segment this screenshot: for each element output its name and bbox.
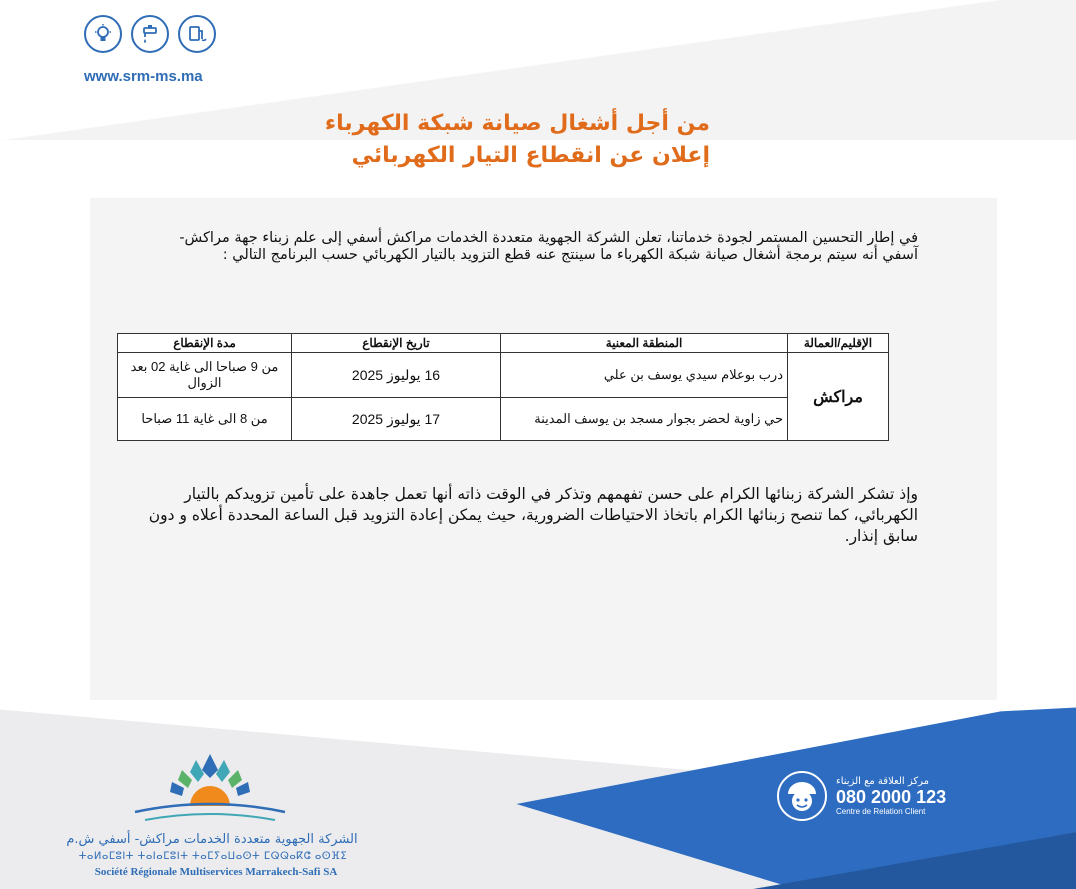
duration-cell: من 8 الى غاية 11 صباحا xyxy=(118,398,292,441)
service-icons xyxy=(84,15,216,53)
intro-paragraph: في إطار التحسين المستمر لجودة خدماتنا، تعلن الشركة الجهوية متعددة الخدمات مراكش أسفي إلى علم زبناء جهة مراكش- آسفي أنه سيتم برمجة أشغال صيانة شبكة الكهرباء ما سينتج عنه قطع التزويد بالتيار الكهربائي حسب البرنامج التالي : xyxy=(179,230,918,263)
client-center-label-fr: Centre de Relation Client xyxy=(836,807,926,816)
lightbulb-icon xyxy=(84,15,122,53)
client-center-label-ar: مركز العلاقة مع الزبناء xyxy=(836,776,930,787)
table-row xyxy=(118,353,889,398)
duration-cell: من 9 صباحا الى غاية 02 بعد الزوال xyxy=(118,353,292,398)
table-header-row xyxy=(118,334,889,353)
outage-schedule-table xyxy=(117,333,889,441)
company-name-tifinagh: ⵜⴰⵍⴰⵎⵓⵏⵜ ⵜⴰⵏⴰⵎⵓⵏⵜ ⵜⴰⵎⵢⴰⵡⴰⵙⵜ ⵎⵕⵕⴰⴽⵛ ⴰⵙⴼⵉ xyxy=(78,851,348,862)
region-cell: مراكش xyxy=(788,353,889,441)
closing-paragraph: وإذ تشكر الشركة زبنائها الكرام على حسن تفهمهم وتذكر في الوقت ذاته أنها تعمل جاهدة على تأمين تزويدكم بالتيار الكهربائي، كما تنصح زبنائها الكرام باتخاذ الاحتياطات الضرورية، حيث يمكن إعادة التزويد قبل الساعة المحددة أعلاه و دون سابق إنذار. xyxy=(148,485,918,545)
sanitation-icon xyxy=(178,15,216,53)
header-zone: المنطقة المعنية xyxy=(501,334,788,353)
title-line-1: من أجل أشغال صيانة شبكة الكهرباء xyxy=(324,111,710,136)
date-cell: 16 يوليوز 2025 xyxy=(292,353,501,398)
client-mascot-icon xyxy=(776,770,828,822)
title-line-2: إعلان عن انقطاع التيار الكهربائي xyxy=(351,143,710,168)
client-center-badge xyxy=(776,770,946,822)
content-panel xyxy=(90,198,997,720)
header-region: الإقليم/العمالة xyxy=(788,334,889,353)
table-row xyxy=(118,398,889,441)
company-name-french: Société Régionale Multiservices Marrakech-Safi SA xyxy=(94,866,338,878)
header-duration: مدة الإنقطاع xyxy=(118,334,292,353)
website-url[interactable]: www.srm-ms.ma xyxy=(84,68,203,85)
zone-cell: درب بوعلام سيدي يوسف بن علي xyxy=(501,353,788,398)
company-name-arabic: الشركة الجهوية متعددة الخدمات مراكش- أسفي ش.م xyxy=(66,832,358,847)
header-date: تاريخ الإنقطاع xyxy=(292,334,501,353)
announcement-title xyxy=(250,108,710,172)
water-tap-icon xyxy=(131,15,169,53)
client-center-phone[interactable]: 080 2000 123 xyxy=(836,787,947,807)
srm-logo-icon xyxy=(130,748,290,832)
date-cell: 17 يوليوز 2025 xyxy=(292,398,501,441)
zone-cell: حي زاوية لحضر بجوار مسجد بن يوسف المدينة xyxy=(501,398,788,441)
